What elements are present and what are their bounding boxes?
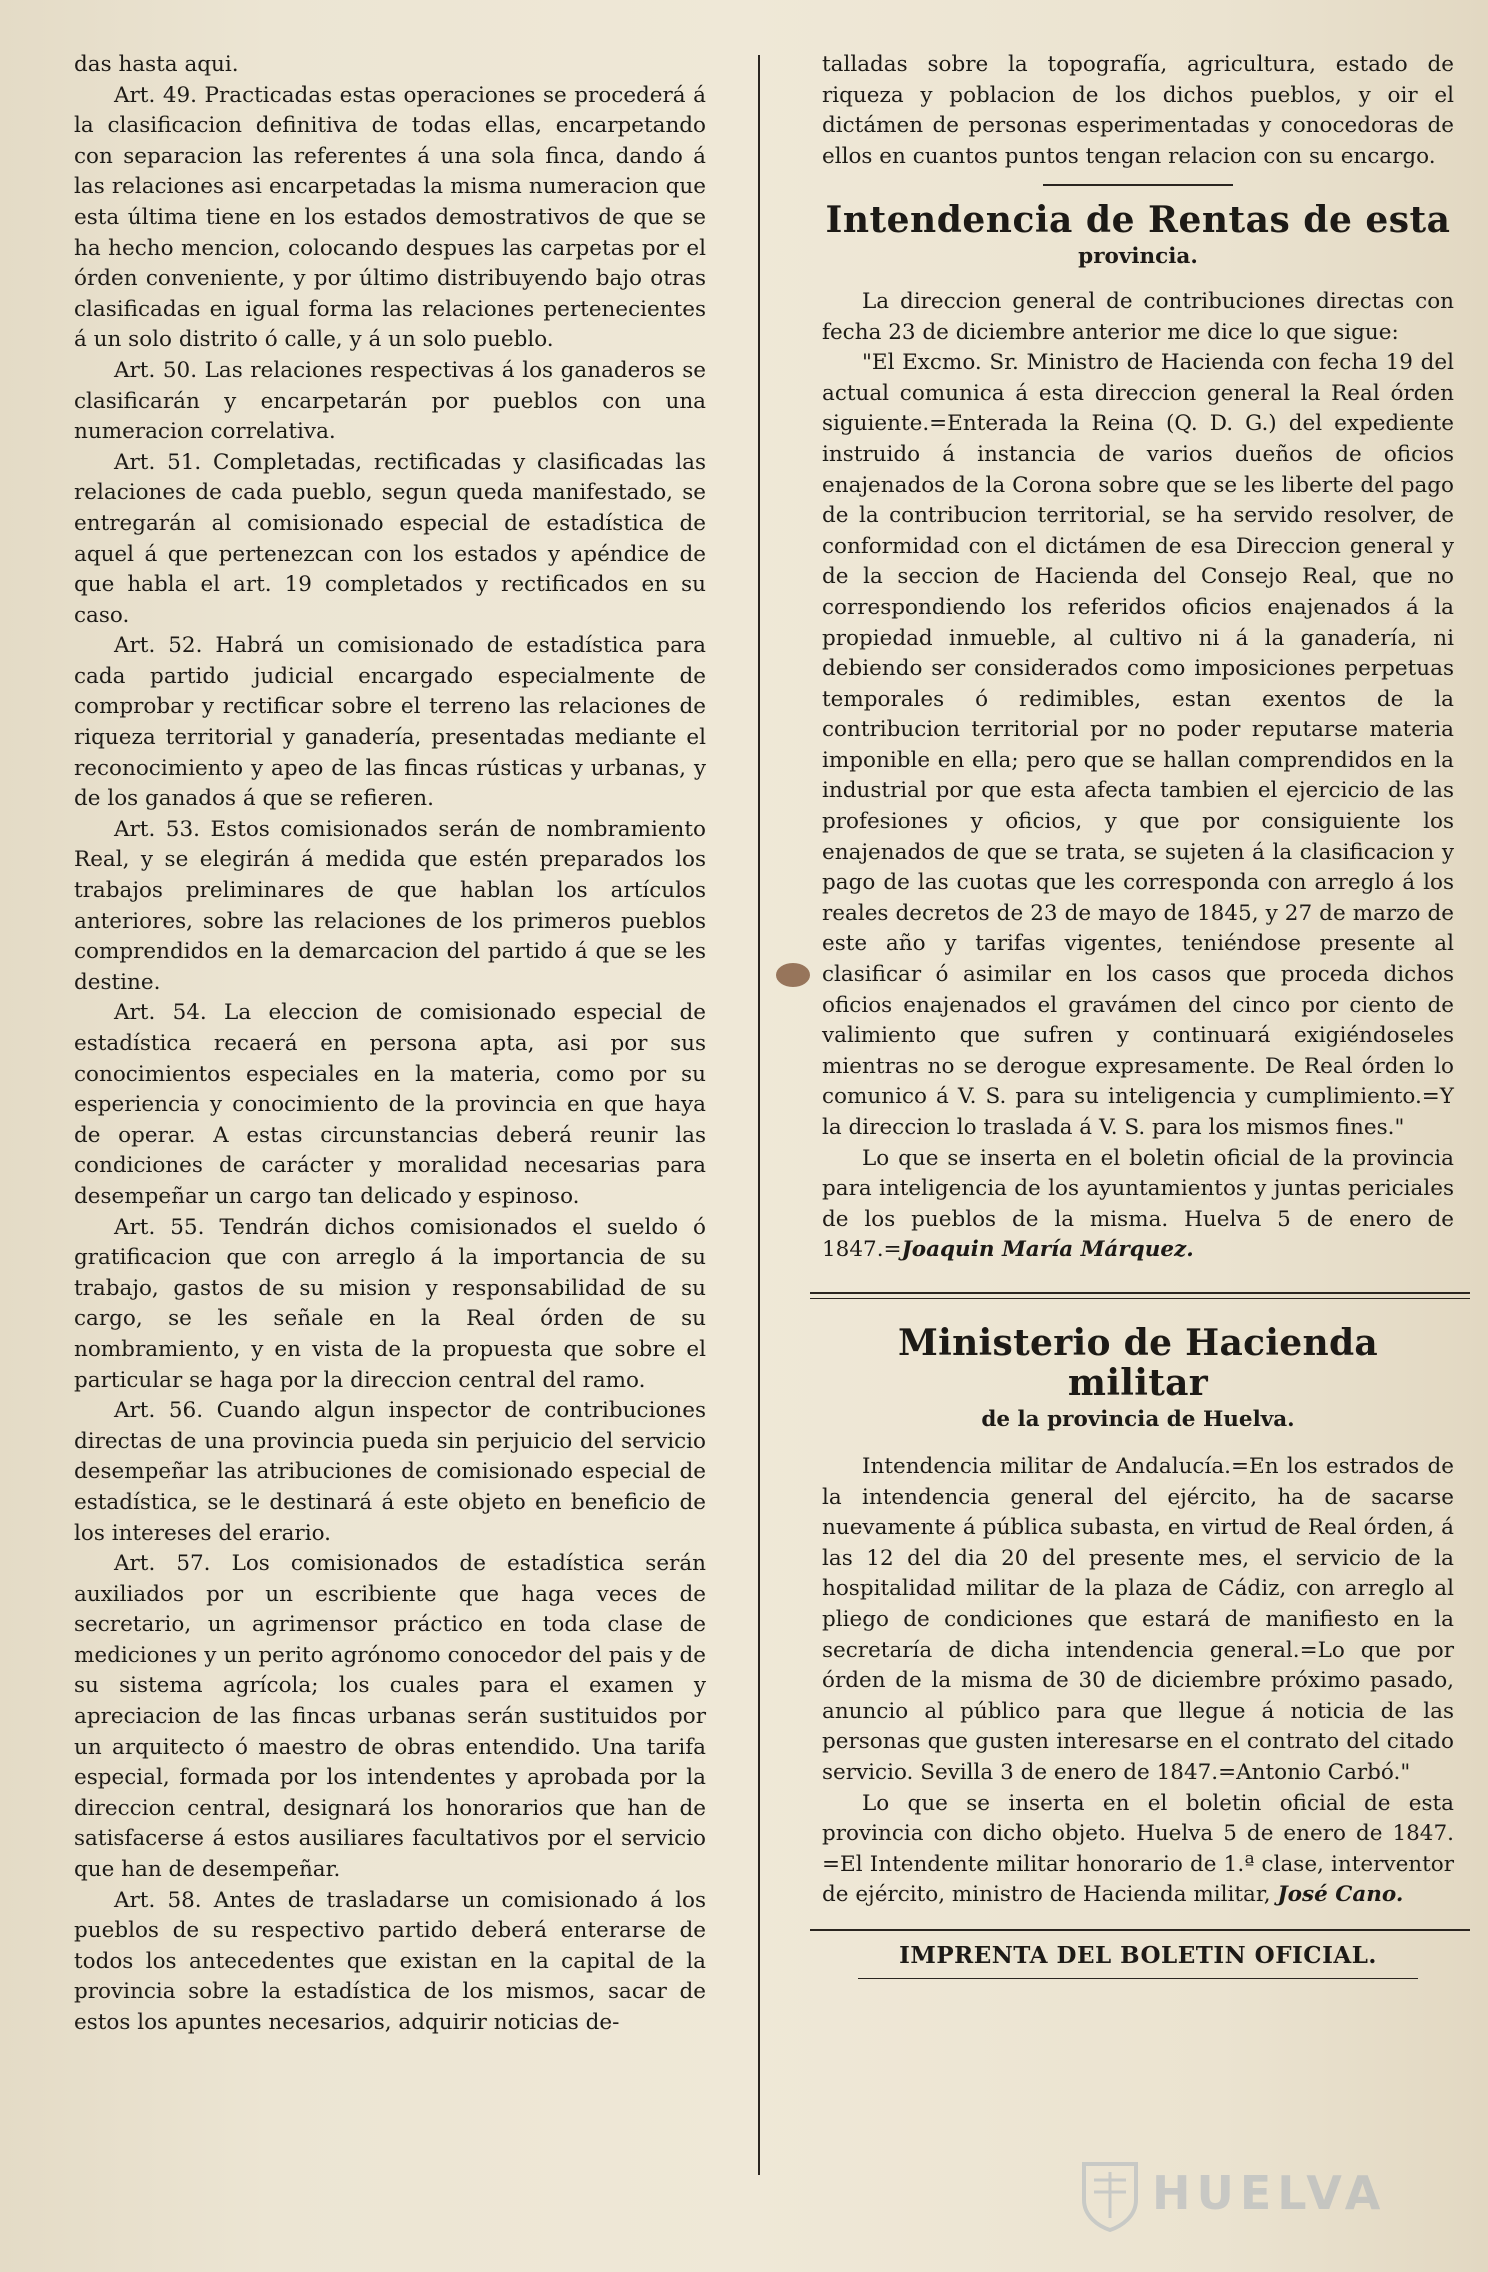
ministerio-paragraph: Intendencia militar de Andalucía.=En los estrados de la intendencia general del ejército, ha de sacarse nuevamente á pública subasta, en virtud de Real órden, á las 12 del dia 20 del presente mes, el servicio de la hospitalidad militar de la plaza de Cádiz, con arreglo al pliego de condiciones que estará de manifiesto en la secretaría de dicha intendencia general.=Lo que por órden de la misma de 30 de diciembre próximo pasado, anuncio al público para que llegue á noticia de las personas que gusten interesarse en el contrato del citado servicio. Sevilla 3 de enero de 1847.=Antonio Carbó." <box>822 1454 1454 1785</box>
intendencia-closing-text: Lo que se inserta en el boletin oficial de la provincia para inteligencia de los ayuntamientos y juntas periciales de los pueblos de la misma. Huelva 5 de enero de 1847.= <box>822 1145 1454 1263</box>
footer-rule <box>810 1929 1470 1931</box>
printer-imprint: IMPRENTA DEL BOLETIN OFICIAL. <box>899 1941 1377 1969</box>
continuation-paragraph: talladas sobre la topografía, agricultura, estado de riqueza y poblacion de los dichos pueblos, y oir el dictámen de personas esperimentadas y conocedoras de ellos en cuantos puntos tengan relacion con su encargo. <box>822 52 1454 169</box>
double-rule <box>810 1292 1470 1300</box>
archive-watermark <box>1080 2160 1410 2240</box>
article-58: Art. 58. Antes de trasladarse un comisionado á los pueblos de su respectivo partido deberá enterarse de todos los antecedentes que existan en la capital de la provincia sobre la estadística de los mismos, sacar de estos los apuntes necesarios, adquirir noticias de- <box>74 1887 706 2035</box>
intendencia-paragraph-1: La direccion general de contribuciones directas con fecha 23 de diciembre anterior me dice lo que sigue: <box>822 288 1454 345</box>
section-rule <box>1043 184 1233 186</box>
article-57: Art. 57. Los comisionados de estadística serán auxiliados por un escribiente que haga veces de secretario, un agrimensor práctico en toda clase de mediciones y un perito agrónomo conocedor del pais y de su sistema agrícola; los cuales para el examen y apreciacion de las fincas urbanas serán sustituidos por un arquitecto ó maestro de obras entendido. Una tarifa especial, formada por los intendentes y aprobada por la direccion central, designará los honorarios que han de satisfacerse á estos ausiliares facultativos por el servicio que han de desempeñar. <box>74 1551 706 1883</box>
intendencia-paragraph-2: "El Excmo. Sr. Ministro de Hacienda con fecha 19 del actual comunica á esta direccion general la Real órden siguiente.=Enterada la Reina (Q. D. G.) del expediente instruido á instancia de varios dueños de oficios enajenados de la Corona sobre que se les liberte del pago de la contribucion territorial, se ha servido resolver, de conformidad con el dictámen de esa Direccion general y de la seccion de Hacienda del Consejo Real, que no correspondiendo los referidos oficios enajenados á la propiedad inmueble, al cultivo ni á la ganadería, ni debiendo ser considerados como imposiciones perpetuas temporales ó redimibles, estan exentos de la contribucion territorial por no poder reputarse materia imponible en ella; pero que se hallan comprendidos en la industrial por que esta afecta tambien el ejercicio de las profesiones y oficios, y que por consiguiente los enajenados de que se trata, se sujeten á la clasificacion y pago de las cuotas que les corresponda con arreglo á los reales decretos de 23 de mayo de 1845, y 27 de marzo de este año y tarifas vigentes, teniéndose presente al clasificar ó asimilar en los casos que proceda dichos oficios enajenados el gravámen del cinco por ciento de valimiento que sufren y continuará exigiéndoseles mientras no se derogue expresamente. De Real órden lo comunico á V. S. para su inteligencia y cumplimiento.=Y la direccion lo traslada á V. S. para los mismos fines." <box>822 350 1454 1140</box>
shield-icon <box>1080 2160 1140 2232</box>
signature-cano: José Cano. <box>1277 1882 1404 1908</box>
article-53: Art. 53. Estos comisionados serán de nombramiento Real, y se elegirán á medida que estén preparados los trabajos preliminares de que hablan los artículos anteriores, sobre las relaciones de los primeros pueblos comprendidos en la demarcacion del partido á que se les destine. <box>74 816 706 995</box>
section-subtitle-huelva: de la provincia de Huelva. <box>981 1407 1295 1433</box>
intendencia-closing <box>822 1144 1454 1266</box>
section-subtitle-provincia: provincia. <box>1078 244 1198 270</box>
ministerio-closing <box>822 1789 1454 1911</box>
right-column <box>822 50 1454 1979</box>
article-54: Art. 54. La eleccion de comisionado especial de estadística recaerá en persona apta, asi por sus conocimientos especiales en la materia, como por su esperiencia y conocimiento de la provincia en que haya de operar. A estas circunstancias deberá reunir las condiciones de carácter y moralidad necesarias para desempeñar un cargo tan delicado y espinoso. <box>74 1000 706 1209</box>
signature-marquez: Joaquin María Márquez. <box>901 1237 1194 1263</box>
left-column <box>74 50 706 2039</box>
ink-stain <box>776 963 810 987</box>
article-55: Art. 55. Tendrán dichos comisionados el sueldo ó gratificacion que con arreglo á la importancia de su trabajo, gastos de su mision y responsabilidad de su cargo, se les señale en la Real órden de su nombramiento, y en vista de la propuesta que sobre el particular se haga por la direccion central del ramo. <box>74 1214 706 1393</box>
paragraph-continuation: das hasta aqui. <box>74 52 239 77</box>
article-51: Art. 51. Completadas, rectificadas y clasificadas las relaciones de cada pueblo, segun queda manifestado, se entregarán al comisionado especial de estadística de aquel á que pertenezcan con los estados y apéndice de que habla el art. 19 completados y rectificados en su caso. <box>74 449 706 628</box>
watermark-text: HUELVA <box>1152 2166 1387 2220</box>
article-52: Art. 52. Habrá un comisionado de estadística para cada partido judicial encargado especialmente de comprobar y rectificar sobre el terreno las relaciones de riqueza territorial y ganadería, presentadas mediante el reconocimiento y apeo de las fincas rústicas y urbanas, y de los ganados á que se refieren. <box>74 633 706 812</box>
section-title-intendencia: Intendencia de Rentas de esta <box>825 199 1451 242</box>
article-49: Art. 49. Practicadas estas operaciones se procederá á la clasificacion definitiva de todas ellas, encarpetando con separacion las referentes á una sola finca, dando á las relaciones asi encarpetadas la misma numeracion que esta última tiene en los estados demostrativos de que se ha hecho mencion, colocando despues las carpetas por el órden conveniente, y por último distribuyendo bajo otras clasificadas en igual forma las relaciones pertenecientes á un solo distrito ó calle, y á un solo pueblo. <box>74 82 706 353</box>
section-title-ministerio: Ministerio de Hacienda militar <box>897 1322 1379 1405</box>
column-divider <box>758 55 760 2175</box>
imprint-underline <box>858 1978 1418 1980</box>
article-50: Art. 50. Las relaciones respectivas á los ganaderos se clasificarán y encarpetarán por pueblos con una numeracion correlativa. <box>74 357 706 445</box>
article-56: Art. 56. Cuando algun inspector de contribuciones directas de una provincia pueda sin perjuicio del servicio desempeñar las atribuciones de comisionado especial de estadística, se le destinará á este objeto en beneficio de los intereses del erario. <box>74 1398 706 1546</box>
ministerio-closing-text: Lo que se inserta en el boletin oficial de esta provincia con dicho objeto. Huelva 5 de enero de 1847. =El Intendente militar honorario de 1.ª clase, interventor de ejército, ministro de Hacienda militar, <box>822 1790 1454 1908</box>
